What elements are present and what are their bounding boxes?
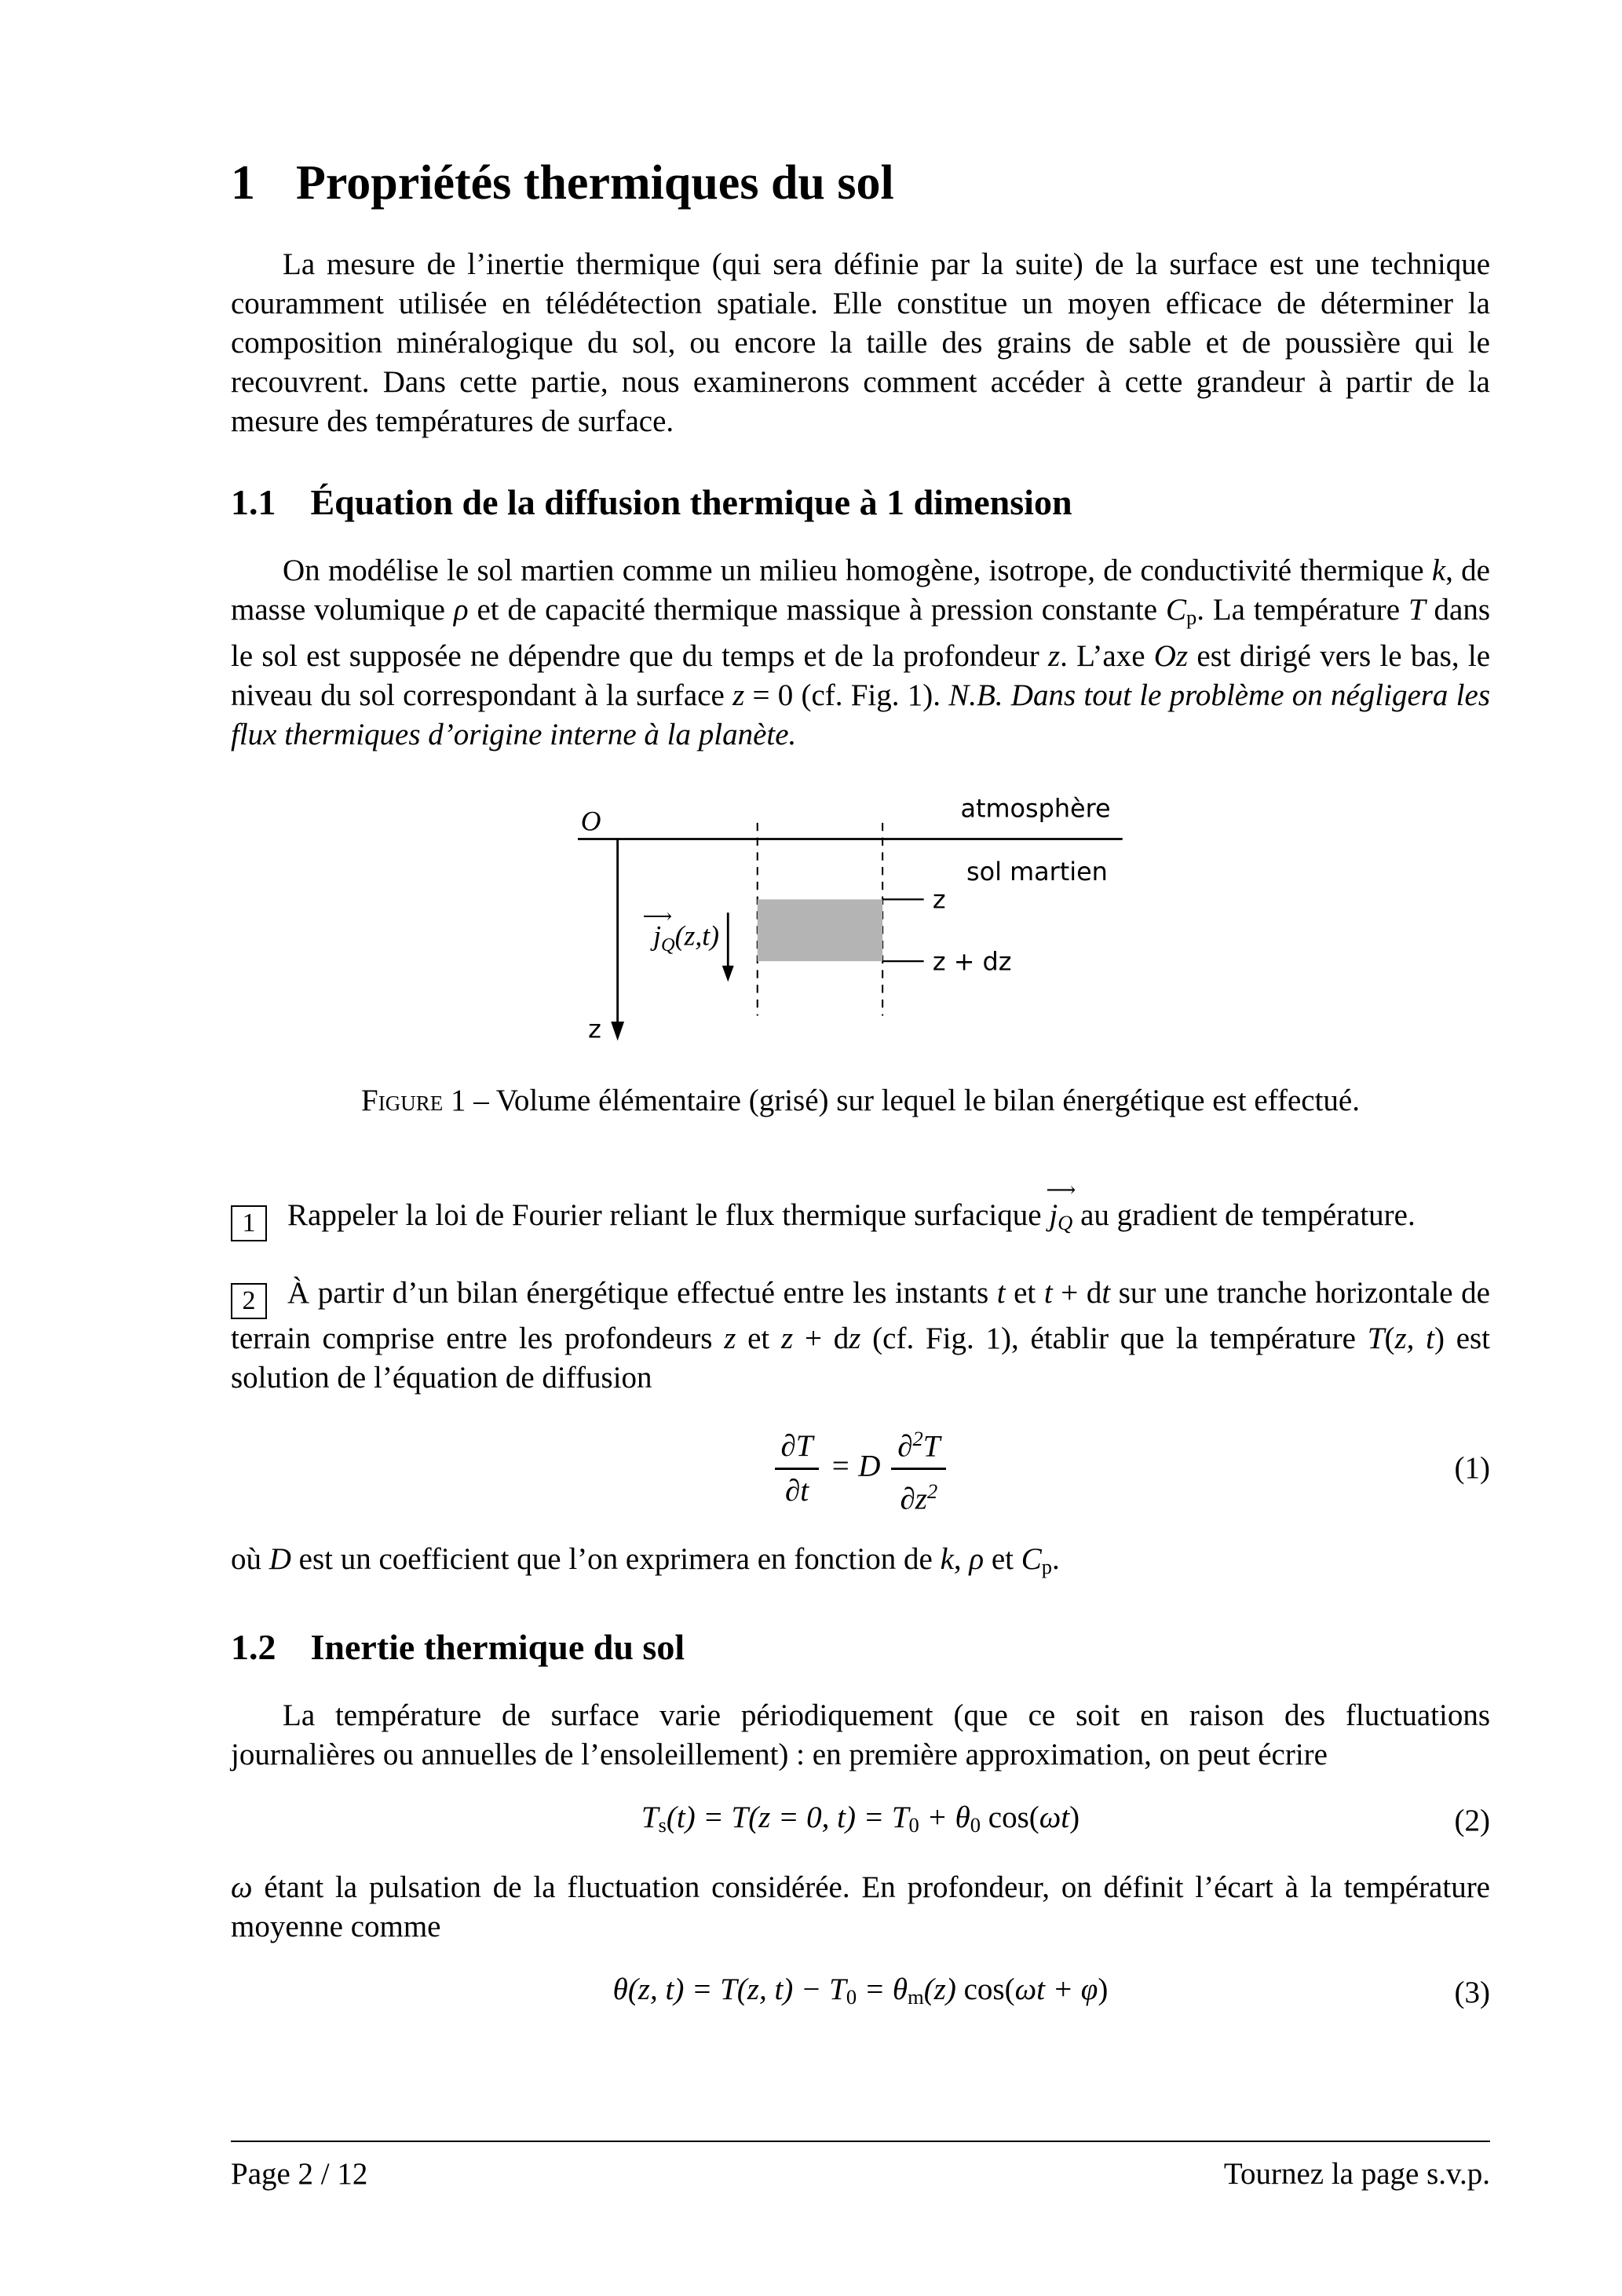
surface-temperature-paragraph: La température de surface varie périodiquement (que ce soit en raison des fluctuations journalières ou annuelles de l’ensoleillement) : en première approximation, on peut écrire: [231, 1698, 1490, 1771]
z-axis-arrowhead-icon: [611, 1022, 624, 1040]
equation-3-tag: (3): [1454, 1976, 1490, 2010]
figure-caption: [231, 1081, 1490, 1121]
depth-z-label: z: [932, 884, 946, 915]
question-2-text: À partir d’un bilan énergétique effectué entre les instants t et t + dt sur une tranche horizontale de terrain comprise entre les profondeurs z et z + dz (cf. Fig. 1), établir que la température T(z, t) est solution de l’équation de diffusion: [231, 1275, 1491, 1395]
figure-caption-text: – Volume élémentaire (grisé) sur lequel le bilan énergétique est effectué.: [473, 1083, 1360, 1117]
vector-arrow-icon: ⟶: [642, 905, 673, 928]
equation-2-body: Ts(t) = T(z = 0, t) = T0 + θ0 cos(ωt): [641, 1800, 1080, 1837]
intro-paragraph: La mesure de l’inertie thermique (qui sera définie par la suite) de la surface est une technique couramment utilisée en télédétection spatiale. Elle constitue un moyen efficace de déterminer la composition minéralogique du sol, ou encore la taille des grains de sable et de poussière qui le recouvrent. Dans cette partie, nous examinerons comment accéder à cette grandeur à partir de la mesure des températures de surface.: [231, 247, 1490, 438]
equation-2: [231, 1798, 1490, 1844]
volume-element-rect: [758, 899, 882, 961]
page-content: [231, 154, 1490, 2040]
equation-3-body: θ(z, t) = T(z, t) − T0 = θm(z) cos(ωt + φ): [612, 1972, 1109, 2009]
section-1-2-heading: [231, 1625, 1490, 1669]
question-1: [231, 1178, 1490, 1242]
figure-caption-label: Figure 1: [361, 1083, 466, 1117]
equation-1-body: [772, 1421, 950, 1517]
fraction-dT-dt: $\frac{\partial T}{\partial t}$: [775, 1429, 820, 1508]
equation-1: [231, 1421, 1490, 1517]
section-1-2-number: 1.2: [231, 1626, 276, 1667]
equation-1-tag: (1): [1454, 1451, 1490, 1486]
section-1-title: Propriétés thermiques du sol: [296, 156, 894, 210]
section-1-heading: [231, 154, 1490, 212]
soil-diagram: [566, 783, 1155, 1048]
fraction-d2T-dz2: $\frac{\partial^2T}{\partial z^2}$: [891, 1421, 946, 1517]
heat-flux-label: $j_Q(z,t)$: [653, 919, 719, 956]
section-1-1-number: 1.1: [231, 482, 276, 522]
section-1-1-heading: [231, 481, 1490, 525]
atmosphere-label: atmosphère: [960, 793, 1111, 824]
coefficient-d-paragraph: où D est un coefficient que l’on exprimera en fonction de k, ρ et Cp.: [231, 1542, 1060, 1578]
modelisation-paragraph: On modélise le sol martien comme un milieu homogène, isotrope, de conductivité thermique k, de masse volumique ρ et de capacité thermique massique à pression constante Cp. La température T dans le sol est supposée ne dépendre que du temps et de la profondeur z. L’axe Oz est dirigé vers le bas, le niveau du sol correspondant à la surface z = 0 (cf. Fig. 1). N.B. Dans tout le problème on négligera les flux thermiques d’origine interne à la planète.: [231, 554, 1490, 751]
question-2-number-box: 2: [231, 1283, 267, 1319]
figure-1: [231, 783, 1490, 1121]
heat-flux-arrowhead-icon: [722, 966, 734, 982]
pulsation-paragraph: ω étant la pulsation de la fluctuation considérée. En profondeur, on définit l’écart à la température moyenne comme: [231, 1870, 1490, 1943]
soil-label: sol martien: [966, 856, 1108, 887]
section-1-1-title: Équation de la diffusion thermique à 1 dimension: [310, 482, 1072, 522]
z-axis-label: z: [588, 1014, 601, 1044]
equation-3: [231, 1970, 1490, 2016]
question-1-text: Rappeler la loi de Fourier reliant le flux thermique surfacique ⟶ jQ au gradient de température.: [287, 1178, 1416, 1234]
page-number: Page 2 / 12: [231, 2157, 368, 2191]
equation-1-middle: = D: [830, 1449, 889, 1483]
question-1-number-box: 1: [231, 1205, 267, 1241]
turn-page-notice: Tournez la page s.v.p.: [1223, 2157, 1490, 2191]
page-footer: [231, 2141, 1490, 2194]
section-1-number: 1: [231, 156, 255, 210]
depth-zdz-label: z + dz: [932, 946, 1012, 977]
question-2: [231, 1274, 1490, 1398]
section-1-2-title: Inertie thermique du sol: [310, 1626, 685, 1667]
equation-2-tag: (2): [1454, 1804, 1490, 1838]
origin-label: O: [580, 805, 601, 837]
